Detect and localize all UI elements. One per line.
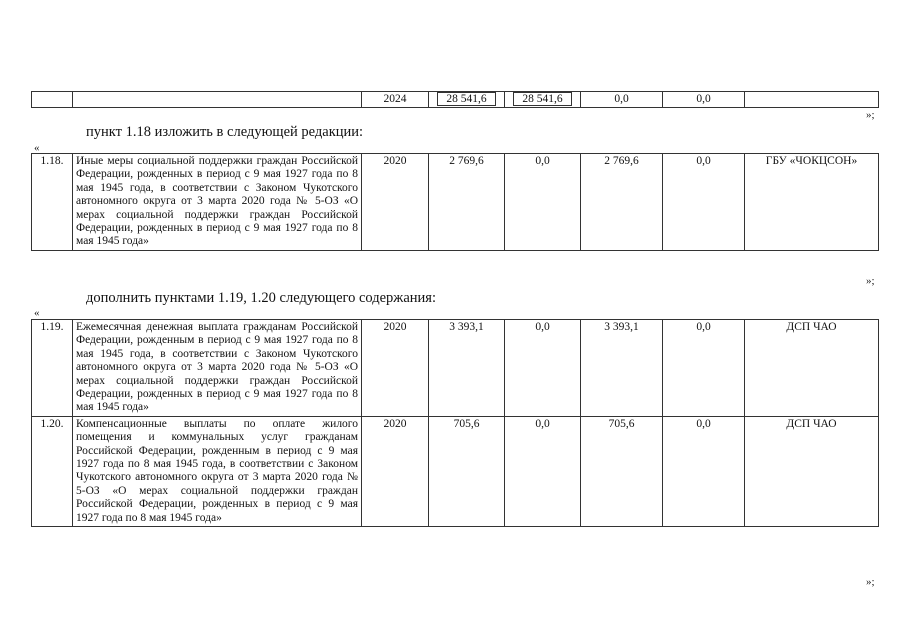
instruction-paragraph-2: дополнить пунктами 1.19, 1.20 следующего содержания: <box>86 290 436 306</box>
cell-fund-2: 0,0 <box>581 92 663 108</box>
cell-num: 1.18. <box>32 154 73 251</box>
cell-org: ДСП ЧАО <box>745 416 879 526</box>
cell-fund-2: 2 769,6 <box>581 154 663 251</box>
table-row <box>32 92 879 108</box>
cell-org <box>745 92 879 108</box>
cell-fund-2: 3 393,1 <box>581 320 663 417</box>
cell-num: 1.19. <box>32 320 73 417</box>
cell-fund-3: 0,0 <box>663 154 745 251</box>
open-quote-1: « <box>34 142 40 154</box>
cell-desc: Компенсационные выплаты по оплате жилого помещения и коммунальных услуг гражданам Российской Федерации, рожденным в период с 9 мая 1927 года по 8 мая 1945 года, в соответствии с Законом Чукотского автономного округа от 3 марта 2020 года № 5-ОЗ «О мерах социальной поддержки граждан Российской Федерации, рожденных в период с 9 мая 1927 года по 8 мая 1945 года» <box>73 416 362 526</box>
cell-year: 2020 <box>362 320 429 417</box>
cell-fund-1: 0,0 <box>505 154 581 251</box>
cell-fund-3: 0,0 <box>663 320 745 417</box>
close-quote-3: »; <box>866 576 875 588</box>
cell-fund-1: 28 541,6 <box>505 92 581 108</box>
cell-desc <box>73 92 362 108</box>
cell-year: 2020 <box>362 154 429 251</box>
cell-desc: Ежемесячная денежная выплата гражданам Российской Федерации, рожденным в период с 9 мая 1927 года по 8 мая 1945 года, в соответствии с Законом Чукотского автономного округа от 3 марта 2020 года № 5-ОЗ «О мерах социальной поддержки граждан Российской Федерации, рожденных в период с 9 мая 1927 года по 8 мая 1945 года» <box>73 320 362 417</box>
table-row <box>32 320 879 417</box>
cell-total: 2 769,6 <box>429 154 505 251</box>
table-item-1-18 <box>31 153 879 251</box>
cell-year: 2020 <box>362 416 429 526</box>
cell-year: 2024 <box>362 92 429 108</box>
table-row <box>32 154 879 251</box>
cell-org: ДСП ЧАО <box>745 320 879 417</box>
close-quote-1: »; <box>866 109 875 121</box>
cell-fund-3: 0,0 <box>663 92 745 108</box>
cell-fund-1: 0,0 <box>505 416 581 526</box>
cell-total: 28 541,6 <box>429 92 505 108</box>
cell-fund-3: 0,0 <box>663 416 745 526</box>
cell-num: 1.20. <box>32 416 73 526</box>
table-items-1-19-1-20 <box>31 319 879 527</box>
cell-fund-1: 0,0 <box>505 320 581 417</box>
table-top-continuation <box>31 91 879 108</box>
cell-fund-2: 705,6 <box>581 416 663 526</box>
cell-org: ГБУ «ЧОКЦСОН» <box>745 154 879 251</box>
close-quote-2: »; <box>866 275 875 287</box>
cell-total: 3 393,1 <box>429 320 505 417</box>
cell-num <box>32 92 73 108</box>
cell-desc: Иные меры социальной поддержки граждан Российской Федерации, рожденных в период с 9 мая 1927 года по 8 мая 1945 года, в соответствии с Законом Чукотского автономного округа от 3 марта 2020 года № 5-ОЗ «О мерах социальной поддержки граждан Российской Федерации, рожденных в период с 9 мая 1927 года по 8 мая 1945 года» <box>73 154 362 251</box>
table-row <box>32 416 879 526</box>
instruction-paragraph-1: пункт 1.18 изложить в следующей редакции: <box>86 124 364 140</box>
open-quote-2: « <box>34 307 40 319</box>
cell-total: 705,6 <box>429 416 505 526</box>
